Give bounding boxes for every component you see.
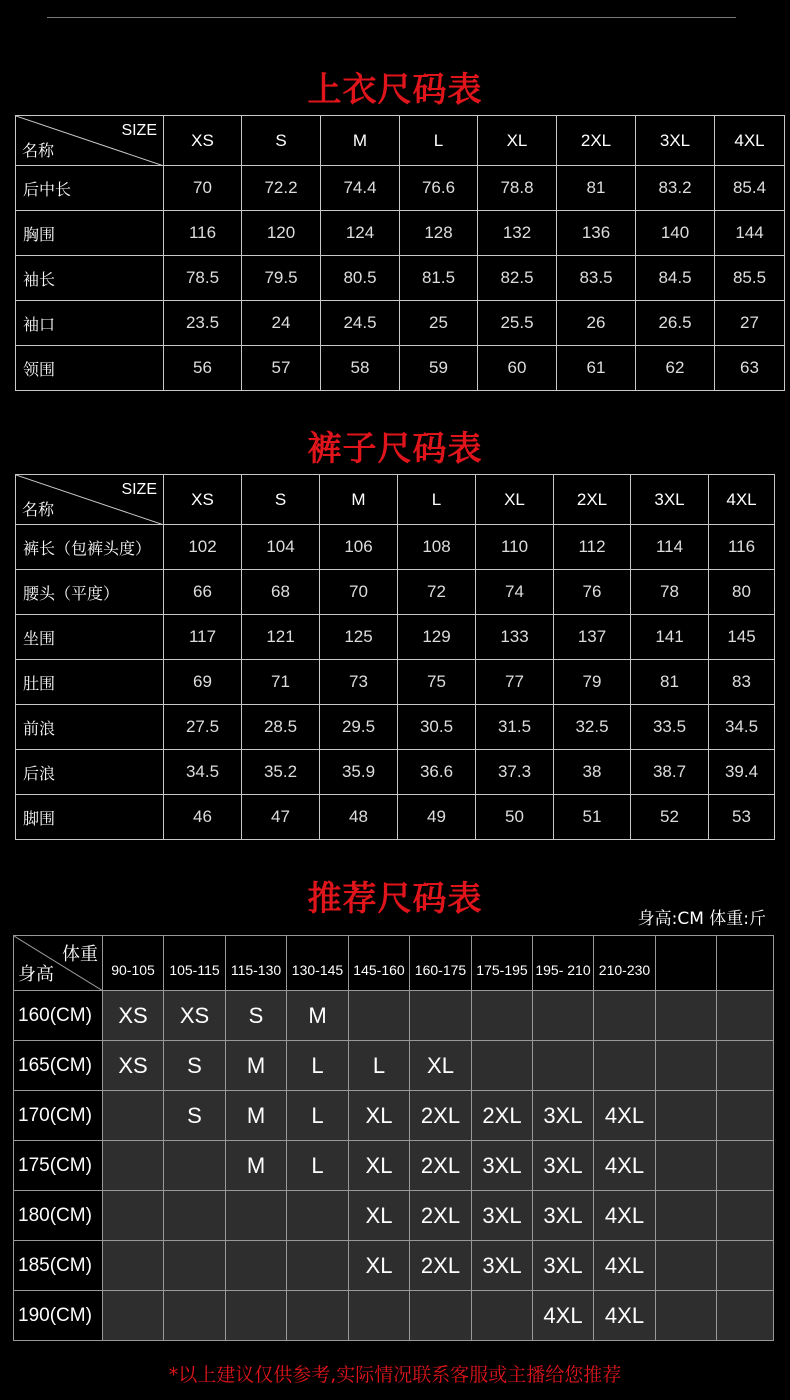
table-cell: 80.5 xyxy=(321,256,400,301)
recommend-cell xyxy=(410,991,472,1041)
recommend-cell: 4XL xyxy=(594,1291,656,1341)
recommend-cell xyxy=(717,1191,774,1241)
recommend-cell xyxy=(164,1141,226,1191)
table-cell: 56 xyxy=(164,346,242,391)
table-cell: 58 xyxy=(321,346,400,391)
recommend-cell xyxy=(656,1191,717,1241)
recommend-cell: S xyxy=(226,991,287,1041)
recommend-cell: XL xyxy=(410,1041,472,1091)
recommend-cell xyxy=(656,1141,717,1191)
table-cell: 26.5 xyxy=(636,301,715,346)
recommend-cell: 4XL xyxy=(594,1141,656,1191)
table-cell: 38.7 xyxy=(631,750,709,795)
recommend-cell xyxy=(472,1291,533,1341)
table-cell: 106 xyxy=(320,525,398,570)
size-label: SIZE xyxy=(121,122,157,139)
table-row xyxy=(16,615,775,660)
table-cell: 66 xyxy=(164,570,242,615)
table-cell: 77 xyxy=(476,660,554,705)
weight-header: 175-195 xyxy=(472,936,533,991)
table-cell: 124 xyxy=(321,211,400,256)
size-header-2xl: 2XL xyxy=(554,475,631,525)
table-cell: 79 xyxy=(554,660,631,705)
table-cell: 33.5 xyxy=(631,705,709,750)
table-cell: 80 xyxy=(709,570,775,615)
recommend-cell xyxy=(103,1091,164,1141)
table-cell: 27.5 xyxy=(164,705,242,750)
recommend-cell xyxy=(656,1291,717,1341)
weight-header: 210-230 xyxy=(594,936,656,991)
table-cell: 52 xyxy=(631,795,709,840)
table-row xyxy=(14,1041,774,1091)
recommend-cell xyxy=(533,1041,594,1091)
size-header-xl: XL xyxy=(476,475,554,525)
recommend-cell: 3XL xyxy=(472,1191,533,1241)
table-cell: 83.2 xyxy=(636,166,715,211)
table-cell: 36.6 xyxy=(398,750,476,795)
table-cell: 145 xyxy=(709,615,775,660)
table-cell: 76 xyxy=(554,570,631,615)
size-header-l: L xyxy=(398,475,476,525)
recommend-cell xyxy=(717,1091,774,1141)
recommend-cell: M xyxy=(226,1091,287,1141)
recommend-cell: 3XL xyxy=(533,1241,594,1291)
table-cell: 57 xyxy=(242,346,321,391)
table-row xyxy=(16,256,785,301)
table-cell: 121 xyxy=(242,615,320,660)
table-cell: 70 xyxy=(164,166,242,211)
corner-cell xyxy=(16,475,164,525)
weight-header: 130-145 xyxy=(287,936,349,991)
table-row xyxy=(16,570,775,615)
weight-header: 115-130 xyxy=(226,936,287,991)
table-cell: 47 xyxy=(242,795,320,840)
recommend-cell: 4XL xyxy=(594,1091,656,1141)
table-cell: 35.9 xyxy=(320,750,398,795)
table-cell: 102 xyxy=(164,525,242,570)
table-cell: 110 xyxy=(476,525,554,570)
top-size-table xyxy=(15,115,785,391)
recommend-cell xyxy=(472,991,533,1041)
recommend-cell: XL xyxy=(349,1191,410,1241)
recommend-cell: 3XL xyxy=(533,1091,594,1141)
table-cell: 78.5 xyxy=(164,256,242,301)
top-divider xyxy=(47,17,736,18)
recommend-cell xyxy=(717,991,774,1041)
recommend-cell: XL xyxy=(349,1141,410,1191)
height-row-label: 175(CM) xyxy=(14,1141,103,1191)
weight-header xyxy=(717,936,774,991)
table-cell: 136 xyxy=(557,211,636,256)
row-label: 后中长 xyxy=(16,166,164,211)
recommend-cell: M xyxy=(226,1041,287,1091)
table-cell: 116 xyxy=(709,525,775,570)
table-cell: 72 xyxy=(398,570,476,615)
table-cell: 70 xyxy=(320,570,398,615)
table-cell: 51 xyxy=(554,795,631,840)
top-size-title: 上衣尺码表 xyxy=(307,70,483,110)
table-cell: 120 xyxy=(242,211,321,256)
table-cell: 141 xyxy=(631,615,709,660)
table-row xyxy=(16,525,775,570)
table-cell: 85.4 xyxy=(715,166,785,211)
recommend-cell: 4XL xyxy=(594,1241,656,1291)
table-row xyxy=(14,1291,774,1341)
table-cell: 35.2 xyxy=(242,750,320,795)
table-row xyxy=(16,301,785,346)
recommend-cell xyxy=(717,1141,774,1191)
table-cell: 26 xyxy=(557,301,636,346)
weight-header: 160-175 xyxy=(410,936,472,991)
table-row xyxy=(16,346,785,391)
table-header-row xyxy=(16,116,785,166)
size-header-4xl: 4XL xyxy=(715,116,785,166)
height-row-label: 170(CM) xyxy=(14,1091,103,1141)
size-header-s: S xyxy=(242,116,321,166)
table-row xyxy=(14,1141,774,1191)
size-header-s: S xyxy=(242,475,320,525)
table-cell: 50 xyxy=(476,795,554,840)
table-row xyxy=(14,991,774,1041)
table-cell: 68 xyxy=(242,570,320,615)
recommend-size-table xyxy=(13,935,774,1341)
table-cell: 83 xyxy=(709,660,775,705)
recommend-cell xyxy=(717,1041,774,1091)
recommend-cell xyxy=(287,1291,349,1341)
table-cell: 129 xyxy=(398,615,476,660)
table-header-row xyxy=(16,475,775,525)
row-label: 领围 xyxy=(16,346,164,391)
name-label: 名称 xyxy=(22,141,55,160)
recommend-cell: XS xyxy=(164,991,226,1041)
table-cell: 78.8 xyxy=(478,166,557,211)
unit-note: 身高:CM 体重:斤 xyxy=(637,909,766,929)
table-cell: 34.5 xyxy=(164,750,242,795)
weight-label: 体重 xyxy=(62,944,98,964)
table-row xyxy=(16,750,775,795)
table-cell: 38 xyxy=(554,750,631,795)
recommend-cell xyxy=(287,1191,349,1241)
table-cell: 104 xyxy=(242,525,320,570)
recommend-cell: 3XL xyxy=(533,1141,594,1191)
table-cell: 31.5 xyxy=(476,705,554,750)
name-label: 名称 xyxy=(22,500,55,519)
table-cell: 24.5 xyxy=(321,301,400,346)
recommend-cell xyxy=(349,991,410,1041)
table-cell: 116 xyxy=(164,211,242,256)
recommend-cell: L xyxy=(287,1091,349,1141)
table-cell: 128 xyxy=(400,211,478,256)
table-cell: 74 xyxy=(476,570,554,615)
row-label: 腰头（平度） xyxy=(16,570,164,615)
table-cell: 72.2 xyxy=(242,166,321,211)
recommend-cell xyxy=(717,1241,774,1291)
table-cell: 125 xyxy=(320,615,398,660)
corner-cell xyxy=(16,116,164,166)
recommend-cell xyxy=(287,1241,349,1291)
corner-cell xyxy=(14,936,103,991)
recommend-cell xyxy=(226,1241,287,1291)
recommend-cell xyxy=(164,1191,226,1241)
recommend-cell: L xyxy=(349,1041,410,1091)
recommend-cell: M xyxy=(287,991,349,1041)
table-row xyxy=(16,705,775,750)
table-cell: 25.5 xyxy=(478,301,557,346)
size-header-3xl: 3XL xyxy=(636,116,715,166)
row-label: 脚围 xyxy=(16,795,164,840)
table-cell: 140 xyxy=(636,211,715,256)
row-label: 前浪 xyxy=(16,705,164,750)
recommend-cell xyxy=(226,1191,287,1241)
table-cell: 24 xyxy=(242,301,321,346)
table-cell: 84.5 xyxy=(636,256,715,301)
size-header-xl: XL xyxy=(478,116,557,166)
recommend-cell xyxy=(103,1241,164,1291)
recommend-cell: 2XL xyxy=(410,1191,472,1241)
table-cell: 60 xyxy=(478,346,557,391)
table-row xyxy=(16,211,785,256)
table-row xyxy=(16,795,775,840)
table-cell: 59 xyxy=(400,346,478,391)
recommend-cell: XL xyxy=(349,1241,410,1291)
table-row xyxy=(14,1241,774,1291)
size-header-2xl: 2XL xyxy=(557,116,636,166)
recommend-cell xyxy=(164,1241,226,1291)
table-cell: 108 xyxy=(398,525,476,570)
recommend-cell: 3XL xyxy=(472,1141,533,1191)
table-row xyxy=(16,166,785,211)
table-cell: 46 xyxy=(164,795,242,840)
weight-header: 105-115 xyxy=(164,936,226,991)
weight-header: 90-105 xyxy=(103,936,164,991)
row-label: 袖长 xyxy=(16,256,164,301)
table-cell: 81 xyxy=(631,660,709,705)
recommend-cell xyxy=(103,1141,164,1191)
pants-size-table xyxy=(15,474,775,840)
footnote: *以上建议仅供参考,实际情况联系客服或主播给您推荐 xyxy=(168,1364,622,1386)
table-cell: 29.5 xyxy=(320,705,398,750)
recommend-cell xyxy=(103,1291,164,1341)
table-row xyxy=(14,1191,774,1241)
recommend-cell: L xyxy=(287,1041,349,1091)
recommend-cell: XS xyxy=(103,991,164,1041)
table-cell: 37.3 xyxy=(476,750,554,795)
table-cell: 114 xyxy=(631,525,709,570)
row-label: 坐围 xyxy=(16,615,164,660)
row-label: 后浪 xyxy=(16,750,164,795)
table-cell: 61 xyxy=(557,346,636,391)
table-row xyxy=(14,1091,774,1141)
size-header-3xl: 3XL xyxy=(631,475,709,525)
recommend-cell: 3XL xyxy=(533,1191,594,1241)
table-cell: 48 xyxy=(320,795,398,840)
size-header-l: L xyxy=(400,116,478,166)
table-cell: 34.5 xyxy=(709,705,775,750)
table-cell: 73 xyxy=(320,660,398,705)
table-cell: 117 xyxy=(164,615,242,660)
table-cell: 76.6 xyxy=(400,166,478,211)
table-cell: 25 xyxy=(400,301,478,346)
row-label: 袖口 xyxy=(16,301,164,346)
recommend-cell: 2XL xyxy=(472,1091,533,1141)
recommend-cell: 2XL xyxy=(410,1241,472,1291)
table-cell: 132 xyxy=(478,211,557,256)
recommend-cell xyxy=(594,1041,656,1091)
table-cell: 30.5 xyxy=(398,705,476,750)
recommend-size-title: 推荐尺码表 xyxy=(307,879,483,919)
table-cell: 32.5 xyxy=(554,705,631,750)
table-cell: 133 xyxy=(476,615,554,660)
recommend-cell xyxy=(656,1241,717,1291)
weight-header: 145-160 xyxy=(349,936,410,991)
recommend-cell xyxy=(226,1291,287,1341)
recommend-cell xyxy=(656,991,717,1041)
recommend-cell xyxy=(594,991,656,1041)
table-cell: 85.5 xyxy=(715,256,785,301)
table-cell: 49 xyxy=(398,795,476,840)
table-cell: 63 xyxy=(715,346,785,391)
table-header-row xyxy=(14,936,774,991)
recommend-cell: 2XL xyxy=(410,1091,472,1141)
recommend-cell: 2XL xyxy=(410,1141,472,1191)
table-cell: 83.5 xyxy=(557,256,636,301)
recommend-cell xyxy=(164,1291,226,1341)
table-cell: 28.5 xyxy=(242,705,320,750)
table-cell: 74.4 xyxy=(321,166,400,211)
size-header-m: M xyxy=(320,475,398,525)
size-header-xs: XS xyxy=(164,116,242,166)
recommend-cell xyxy=(472,1041,533,1091)
weight-header xyxy=(656,936,717,991)
recommend-cell xyxy=(656,1041,717,1091)
recommend-cell xyxy=(656,1091,717,1141)
size-label: SIZE xyxy=(121,481,157,498)
size-header-m: M xyxy=(321,116,400,166)
recommend-cell: S xyxy=(164,1041,226,1091)
recommend-cell: 4XL xyxy=(594,1191,656,1241)
recommend-cell: L xyxy=(287,1141,349,1191)
height-row-label: 185(CM) xyxy=(14,1241,103,1291)
table-cell: 79.5 xyxy=(242,256,321,301)
table-cell: 39.4 xyxy=(709,750,775,795)
row-label: 胸围 xyxy=(16,211,164,256)
height-row-label: 165(CM) xyxy=(14,1041,103,1091)
height-row-label: 190(CM) xyxy=(14,1291,103,1341)
size-header-xs: XS xyxy=(164,475,242,525)
table-cell: 75 xyxy=(398,660,476,705)
table-cell: 81.5 xyxy=(400,256,478,301)
recommend-cell: S xyxy=(164,1091,226,1141)
recommend-cell xyxy=(533,991,594,1041)
table-cell: 27 xyxy=(715,301,785,346)
table-cell: 137 xyxy=(554,615,631,660)
table-cell: 81 xyxy=(557,166,636,211)
size-header-4xl: 4XL xyxy=(709,475,775,525)
height-row-label: 180(CM) xyxy=(14,1191,103,1241)
height-row-label: 160(CM) xyxy=(14,991,103,1041)
recommend-cell: 3XL xyxy=(472,1241,533,1291)
weight-header: 195- 210 xyxy=(533,936,594,991)
recommend-cell xyxy=(103,1191,164,1241)
table-cell: 69 xyxy=(164,660,242,705)
table-cell: 112 xyxy=(554,525,631,570)
recommend-cell: M xyxy=(226,1141,287,1191)
table-cell: 82.5 xyxy=(478,256,557,301)
row-label: 裤长（包裤头度） xyxy=(16,525,164,570)
recommend-cell: XL xyxy=(349,1091,410,1141)
table-cell: 144 xyxy=(715,211,785,256)
recommend-cell: XS xyxy=(103,1041,164,1091)
table-cell: 53 xyxy=(709,795,775,840)
table-cell: 71 xyxy=(242,660,320,705)
recommend-cell xyxy=(717,1291,774,1341)
recommend-cell: 4XL xyxy=(533,1291,594,1341)
table-row xyxy=(16,660,775,705)
table-cell: 23.5 xyxy=(164,301,242,346)
recommend-cell xyxy=(349,1291,410,1341)
recommend-cell xyxy=(410,1291,472,1341)
table-cell: 62 xyxy=(636,346,715,391)
height-label: 身高 xyxy=(18,964,54,984)
row-label: 肚围 xyxy=(16,660,164,705)
table-cell: 78 xyxy=(631,570,709,615)
pants-size-title: 裤子尺码表 xyxy=(307,429,483,469)
